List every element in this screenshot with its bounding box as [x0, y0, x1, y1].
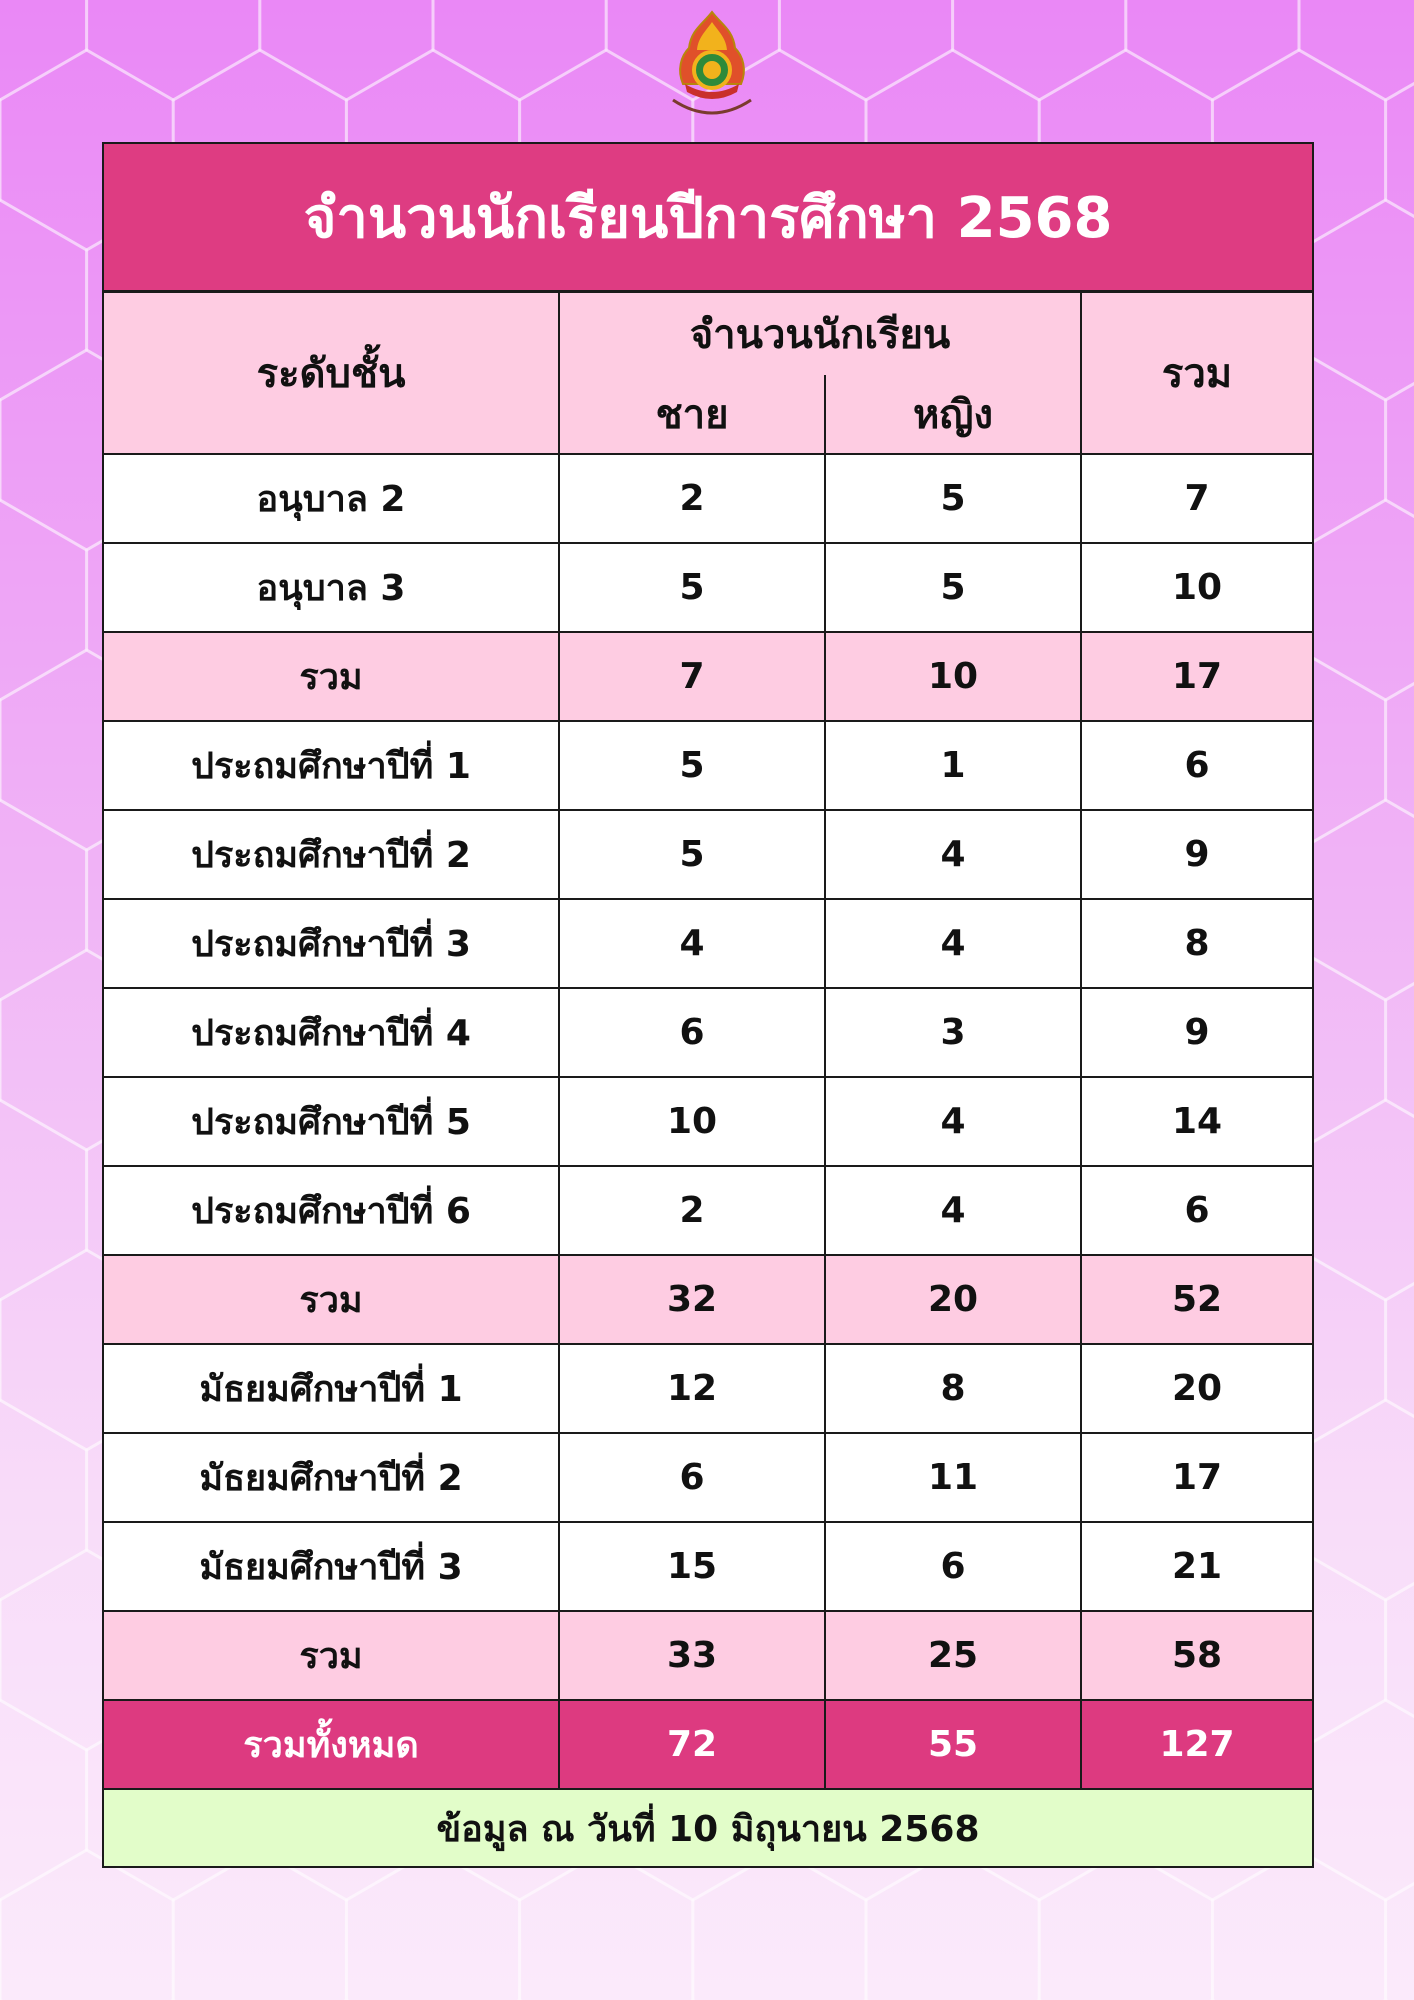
female-cell: 4	[825, 1077, 1081, 1166]
total-cell: 17	[1081, 1433, 1313, 1522]
table-row	[103, 810, 1313, 899]
hexagon-shape	[693, 1850, 866, 2000]
male-cell: 6	[559, 1433, 825, 1522]
table-body	[103, 454, 1313, 1700]
total-cell: 8	[1081, 899, 1313, 988]
male-cell: 5	[559, 721, 825, 810]
hexagon-shape	[0, 1100, 87, 1300]
table-row	[103, 543, 1313, 632]
hexagon-shape	[779, 0, 952, 100]
table-title: จำนวนนักเรียนปีการศึกษา 2568	[103, 143, 1313, 292]
total-cell: 52	[1081, 1255, 1313, 1344]
hexagon-shape	[0, 200, 87, 400]
level-cell: รวม	[103, 632, 559, 721]
hexagon-shape	[346, 1850, 519, 2000]
table-row	[103, 1522, 1313, 1611]
level-cell: รวม	[103, 1611, 559, 1700]
level-cell: รวม	[103, 1255, 559, 1344]
table-row	[103, 1077, 1313, 1166]
female-cell: 5	[825, 454, 1081, 543]
data-date-note: ข้อมูล ณ วันที่ 10 มิถุนายน 2568	[103, 1789, 1313, 1867]
hexagon-shape	[0, 800, 87, 1000]
male-cell: 32	[559, 1255, 825, 1344]
hexagon-shape	[1386, 950, 1414, 1150]
hexagon-shape	[87, 0, 260, 100]
female-cell: 3	[825, 988, 1081, 1077]
male-cell: 2	[559, 1166, 825, 1255]
total-cell: 9	[1081, 988, 1313, 1077]
hexagon-shape	[953, 0, 1126, 100]
hexagon-shape	[0, 0, 87, 100]
male-cell: 6	[559, 988, 825, 1077]
female-cell: 11	[825, 1433, 1081, 1522]
subtotal-row	[103, 1611, 1313, 1700]
hexagon-shape	[520, 1850, 693, 2000]
hexagon-shape	[1212, 1850, 1385, 2000]
hexagon-shape	[1386, 1250, 1414, 1450]
header-level: ระดับชั้น	[103, 292, 559, 455]
level-cell: อนุบาล 3	[103, 543, 559, 632]
female-cell: 6	[825, 1522, 1081, 1611]
total-cell: 10	[1081, 543, 1313, 632]
subtotal-row	[103, 632, 1313, 721]
level-cell: ประถมศึกษาปีที่ 5	[103, 1077, 559, 1166]
level-cell: มัธยมศึกษาปีที่ 1	[103, 1344, 559, 1433]
table-row	[103, 899, 1313, 988]
table-row	[103, 721, 1313, 810]
hexagon-shape	[1039, 1850, 1212, 2000]
total-cell: 21	[1081, 1522, 1313, 1611]
hexagon-shape	[1386, 1850, 1414, 2000]
header-total: รวม	[1081, 292, 1313, 455]
hexagon-shape	[1126, 0, 1299, 100]
header-female: หญิง	[825, 375, 1081, 454]
female-cell: 25	[825, 1611, 1081, 1700]
female-cell: 10	[825, 632, 1081, 721]
total-cell: 20	[1081, 1344, 1313, 1433]
male-cell: 5	[559, 810, 825, 899]
level-cell: ประถมศึกษาปีที่ 3	[103, 899, 559, 988]
level-cell: ประถมศึกษาปีที่ 2	[103, 810, 559, 899]
hexagon-shape	[173, 1850, 346, 2000]
female-cell: 5	[825, 543, 1081, 632]
table-row	[103, 454, 1313, 543]
hexagon-shape	[1299, 1700, 1414, 1900]
female-cell: 1	[825, 721, 1081, 810]
hexagon-shape	[1299, 1100, 1414, 1300]
level-cell: ประถมศึกษาปีที่ 6	[103, 1166, 559, 1255]
grand-total-all: 127	[1081, 1700, 1313, 1789]
total-cell: 58	[1081, 1611, 1313, 1700]
female-cell: 4	[825, 899, 1081, 988]
hexagon-shape	[0, 1700, 87, 1900]
hexagon-shape	[1386, 350, 1414, 550]
female-cell: 4	[825, 810, 1081, 899]
hexagon-shape	[866, 1850, 1039, 2000]
female-cell: 4	[825, 1166, 1081, 1255]
school-emblem-icon	[667, 8, 757, 126]
subtotal-row	[103, 1255, 1313, 1344]
header-male: ชาย	[559, 375, 825, 454]
level-cell: มัธยมศึกษาปีที่ 3	[103, 1522, 559, 1611]
table-row	[103, 1433, 1313, 1522]
male-cell: 7	[559, 632, 825, 721]
grand-total-label: รวมทั้งหมด	[103, 1700, 559, 1789]
hexagon-shape	[1386, 50, 1414, 250]
grand-total-female: 55	[825, 1700, 1081, 1789]
hexagon-shape	[1299, 1400, 1414, 1600]
male-cell: 15	[559, 1522, 825, 1611]
male-cell: 2	[559, 454, 825, 543]
level-cell: มัธยมศึกษาปีที่ 2	[103, 1433, 559, 1522]
total-cell: 7	[1081, 454, 1313, 543]
table-row	[103, 988, 1313, 1077]
hexagon-shape	[1299, 500, 1414, 700]
male-cell: 33	[559, 1611, 825, 1700]
total-cell: 17	[1081, 632, 1313, 721]
male-cell: 10	[559, 1077, 825, 1166]
table-row	[103, 1344, 1313, 1433]
female-cell: 20	[825, 1255, 1081, 1344]
male-cell: 4	[559, 899, 825, 988]
male-cell: 5	[559, 543, 825, 632]
male-cell: 12	[559, 1344, 825, 1433]
total-cell: 9	[1081, 810, 1313, 899]
hexagon-shape	[0, 1400, 87, 1600]
total-cell: 6	[1081, 721, 1313, 810]
hexagon-shape	[1299, 800, 1414, 1000]
school-emblem	[667, 8, 757, 126]
female-cell: 8	[825, 1344, 1081, 1433]
hexagon-shape	[1386, 650, 1414, 850]
hexagon-shape	[260, 0, 433, 100]
student-count-table	[102, 142, 1314, 1868]
hexagon-shape	[1299, 200, 1414, 400]
hexagon-shape	[1386, 1550, 1414, 1750]
table-row	[103, 1166, 1313, 1255]
header-students: จำนวนนักเรียน	[559, 292, 1081, 376]
hexagon-shape	[0, 1850, 173, 2000]
total-cell: 14	[1081, 1077, 1313, 1166]
level-cell: อนุบาล 2	[103, 454, 559, 543]
level-cell: ประถมศึกษาปีที่ 4	[103, 988, 559, 1077]
grand-total-male: 72	[559, 1700, 825, 1789]
hexagon-shape	[0, 500, 87, 700]
level-cell: ประถมศึกษาปีที่ 1	[103, 721, 559, 810]
total-cell: 6	[1081, 1166, 1313, 1255]
hexagon-shape	[1299, 0, 1414, 100]
hexagon-shape	[433, 0, 606, 100]
